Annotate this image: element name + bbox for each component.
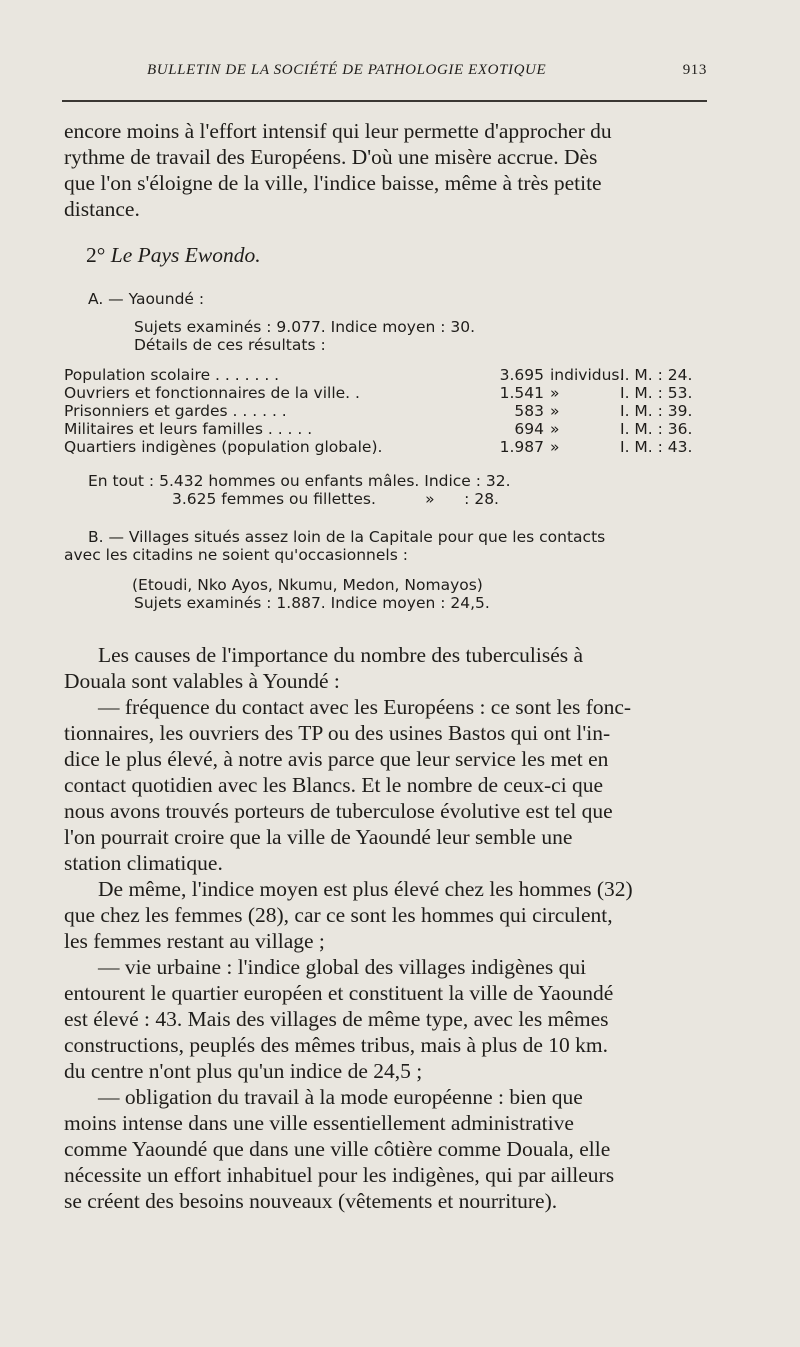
text-line: contact quotidien avec les Blancs. Et le nombre de ceux-ci que xyxy=(64,773,604,797)
total-males: En tout : 5.432 hommes ou enfants mâles. Indice : 32. xyxy=(88,472,511,490)
text-line: comme Yaoundé que dans une ville côtière comme Douala, elle xyxy=(64,1137,611,1161)
row-index: I. M. : 43. xyxy=(620,438,693,456)
row-label: Ouvriers et fonctionnaires de la ville. . xyxy=(64,384,360,402)
row-index: I. M. : 53. xyxy=(620,384,693,402)
table-row xyxy=(64,366,709,384)
body-paragraph xyxy=(64,1084,709,1214)
page-number: 913 xyxy=(682,62,707,78)
row-label: Quartiers indigènes (population globale). xyxy=(64,438,383,456)
part-b-summary: Sujets examinés : 1.887. Indice moyen : 24,5. xyxy=(134,594,490,612)
row-count: 583 xyxy=(514,402,544,420)
text-line: tionnaires, les ouvriers des TP ou des usines Bastos qui ont l'in- xyxy=(64,721,611,745)
part-a-details-label: Détails de ces résultats : xyxy=(134,336,326,354)
text-line: Les causes de l'importance du nombre des tuberculisés à xyxy=(98,643,584,667)
text-line: les femmes restant au village ; xyxy=(64,929,325,953)
table-row xyxy=(64,420,709,438)
text-line: — fréquence du contact avec les Européens : ce sont les fonc- xyxy=(98,695,632,719)
text-line: Douala sont valables à Youndé : xyxy=(64,669,340,693)
part-b-line: avec les citadins ne soient qu'occasionnels : xyxy=(64,546,408,564)
row-count: 1.987 xyxy=(499,438,544,456)
row-unit: » xyxy=(550,420,560,438)
text-line: du centre n'ont plus qu'un indice de 24,5 ; xyxy=(64,1059,423,1083)
row-count: 694 xyxy=(514,420,544,438)
text-line: moins intense dans une ville essentiellement administrative xyxy=(64,1111,574,1135)
text-line: rythme de travail des Européens. D'où une misère accrue. Dès xyxy=(64,145,598,169)
text-line: est élevé : 43. Mais des villages de même type, avec les mêmes xyxy=(64,1007,609,1031)
row-unit: » xyxy=(550,384,560,402)
part-a-heading: A. — Yaoundé : xyxy=(88,290,205,308)
header-rule xyxy=(62,100,707,102)
table-row xyxy=(64,402,709,420)
text-line: encore moins à l'effort intensif qui leur permette d'approcher du xyxy=(64,119,612,143)
row-unit: » xyxy=(550,402,560,420)
running-title: BULLETIN DE LA SOCIÉTÉ DE PATHOLOGIE EXOTIQUE xyxy=(147,62,547,78)
body-paragraph xyxy=(64,954,709,1084)
row-unit: individus. xyxy=(550,366,625,384)
total-females: 3.625 femmes ou fillettes. » : 28. xyxy=(172,490,499,508)
text-line: que l'on s'éloigne de la ville, l'indice baisse, même à très petite xyxy=(64,171,602,195)
row-label: Population scolaire . . . . . . . xyxy=(64,366,280,384)
row-index: I. M. : 39. xyxy=(620,402,693,420)
part-b xyxy=(64,528,709,564)
text-line: De même, l'indice moyen est plus élevé chez les hommes (32) xyxy=(98,877,633,901)
part-a-summary: Sujets examinés : 9.077. Indice moyen : 30. xyxy=(134,318,476,336)
text-line: dice le plus élevé, à notre avis parce que leur service les met en xyxy=(64,747,609,771)
row-unit: » xyxy=(550,438,560,456)
section-title: Le Pays Ewondo. xyxy=(110,243,261,267)
text-line: constructions, peuplés des mêmes tribus, mais à plus de 10 km. xyxy=(64,1033,608,1057)
part-b-heading: B. — Villages situés assez loin de la Capitale pour que les contacts xyxy=(88,528,606,546)
row-index: I. M. : 36. xyxy=(620,420,693,438)
row-count: 3.695 xyxy=(499,366,544,384)
text-line: l'on pourrait croire que la ville de Yaoundé leur semble une xyxy=(64,825,573,849)
body-paragraph xyxy=(64,694,709,876)
section-number: 2° xyxy=(86,243,106,267)
text-line: nous avons trouvés porteurs de tuberculose évolutive est tel que xyxy=(64,799,613,823)
text-line: entourent le quartier européen et constituent la ville de Yaoundé xyxy=(64,981,614,1005)
village-list: (Etoudi, Nko Ayos, Nkumu, Medon, Nomayos) xyxy=(132,576,483,594)
body-paragraph xyxy=(64,876,709,954)
text-line: station climatique. xyxy=(64,851,223,875)
row-label: Militaires et leurs familles . . . . . xyxy=(64,420,313,438)
text-line: nécessite un effort inhabituel pour les indigènes, qui par ailleurs xyxy=(64,1163,615,1187)
table-row xyxy=(64,384,709,402)
text-line: distance. xyxy=(64,197,140,221)
text-line: que chez les femmes (28), car ce sont les hommes qui circulent, xyxy=(64,903,613,927)
row-count: 1.541 xyxy=(499,384,544,402)
text-line: se créent des besoins nouveaux (vêtements et nourriture). xyxy=(64,1189,558,1213)
text-line: — obligation du travail à la mode européenne : bien que xyxy=(98,1085,583,1109)
table-row xyxy=(64,438,709,456)
text-line: — vie urbaine : l'indice global des villages indigènes qui xyxy=(98,955,587,979)
row-index: I. M. : 24. xyxy=(620,366,693,384)
intro-paragraph xyxy=(64,118,709,222)
body-paragraph xyxy=(64,642,709,694)
row-label: Prisonniers et gardes . . . . . . xyxy=(64,402,287,420)
section-heading xyxy=(86,242,731,268)
